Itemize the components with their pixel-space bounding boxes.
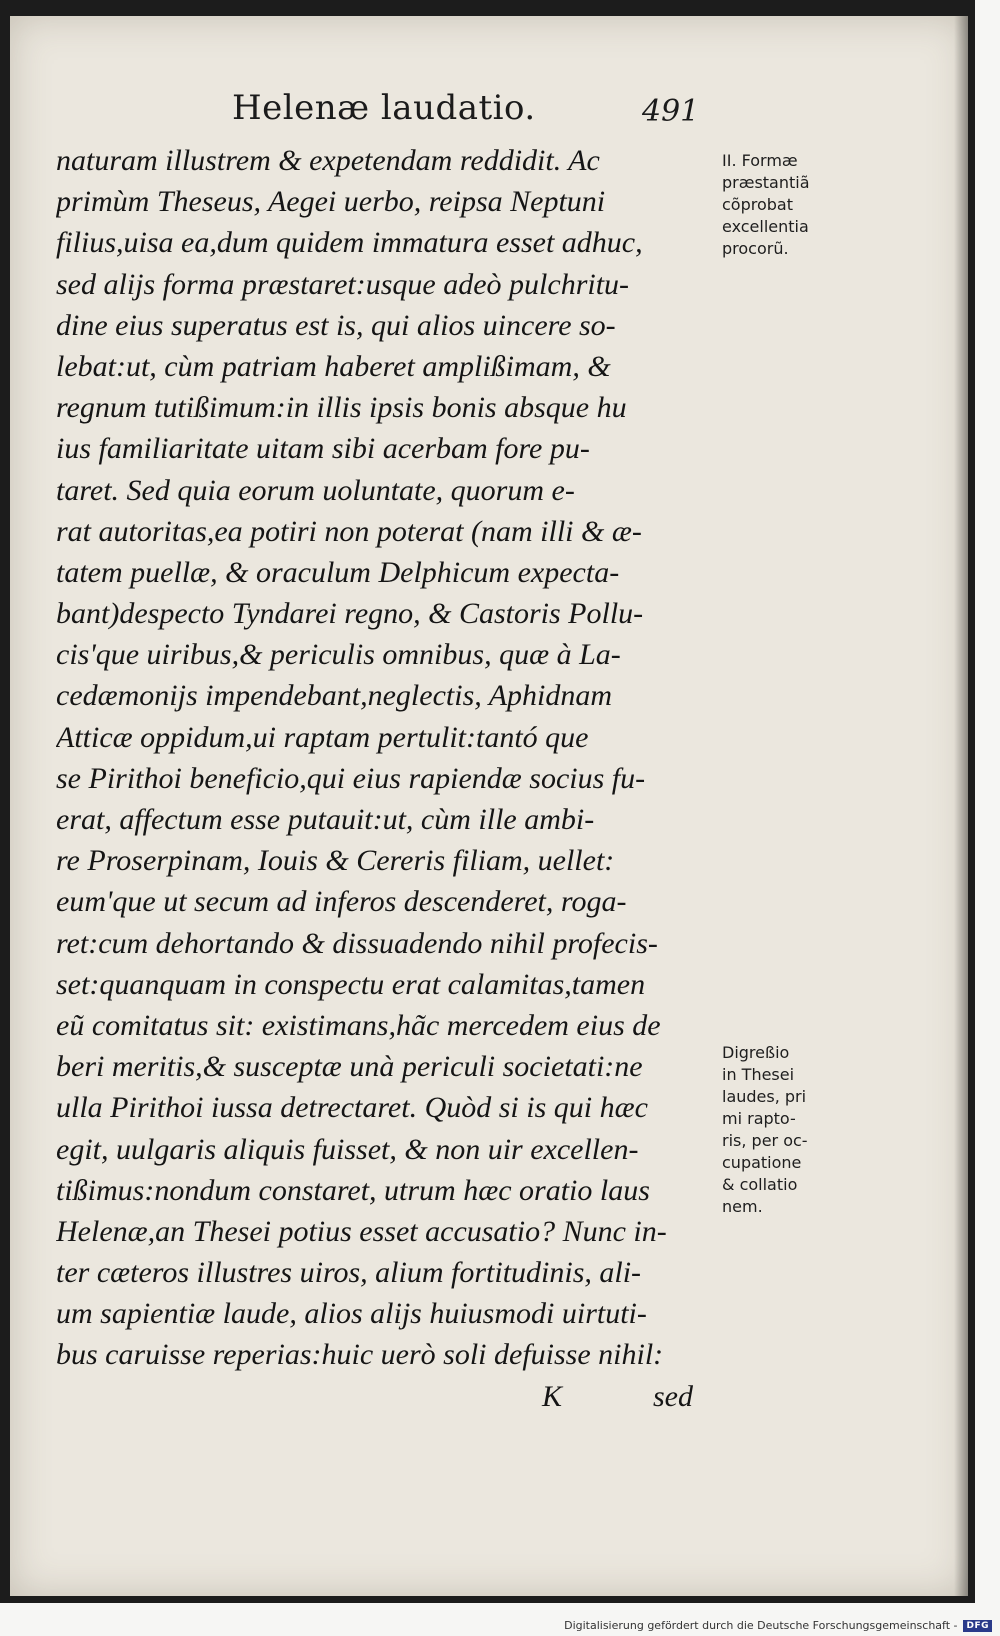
text-line: um sapientiæ laude, alios alijs huiusmodi uirtuti- [56, 1297, 647, 1331]
text-line: set:quanquam in conspectu erat calamitas,tamen [56, 967, 646, 1001]
text-line: sed alijs forma præstaret:usque adeò pulchritu- [56, 267, 630, 301]
margin-note-line: procorũ. [722, 239, 789, 258]
margin-note-line: II. Formæ [722, 151, 798, 170]
text-line: re Proserpinam, Iouis & Cereris filiam, uellet: [56, 844, 615, 878]
margin-note-line: Digreßio [722, 1043, 790, 1062]
text-line: cis'que uiribus,& periculis omnibus, quæ à La- [56, 638, 621, 672]
margin-note-line: nem. [722, 1197, 763, 1216]
text-line: ulla Pirithoi iussa detrectaret. Quòd si is qui hæc [56, 1091, 648, 1125]
text-line: eũ comitatus sit: existimans,hãc mercedem eius de [56, 1008, 661, 1042]
text-line: ret:cum dehortando & dissuadendo nihil profecis- [56, 926, 658, 960]
margin-note-line: excellentia [722, 217, 809, 236]
dfg-logo-icon: DFG [963, 1620, 992, 1632]
credit-text: Digitalisierung gefördert durch die Deutsche Forschungsgemeinschaft - [564, 1619, 958, 1632]
margin-note-line: in Thesei [722, 1065, 795, 1084]
text-line: taret. Sed quia eorum uoluntate, quorum e- [56, 473, 575, 507]
text-line: cedæmonijs impendebant,neglectis, Aphidnam [56, 679, 613, 713]
text-line: lebat:ut, cùm patriam haberet amplißimam, & [56, 349, 611, 383]
margin-note-line: cupatione [722, 1153, 802, 1172]
page-bottom-line [56, 1376, 711, 1417]
text-line: tatem puellæ, & oraculum Delphicum expecta- [56, 555, 620, 589]
text-line: dine eius superatus est is, qui alios uincere so- [56, 308, 616, 342]
text-line: rat autoritas,ea potiri non poterat (nam illi & æ- [56, 514, 642, 548]
text-line: filius,uisa ea,dum quidem immatura esset adhuc, [56, 226, 643, 260]
text-line: tißimus:nondum constaret, utrum hæc oratio laus [56, 1173, 650, 1207]
digitization-credit [564, 1619, 992, 1632]
signature-mark: K [542, 1379, 563, 1413]
margin-note-digressio [722, 1042, 862, 1218]
margin-note-line: ris, per oc- [722, 1131, 808, 1150]
text-line: Atticæ oppidum,ui raptam pertulit:tantó que [56, 720, 589, 754]
margin-note-line: & collatio [722, 1175, 798, 1194]
text-line: ius familiaritate uitam sibi acerbam fore pu- [56, 432, 590, 466]
text-line: naturam illustrem & expetendam reddidit. Ac [56, 144, 600, 177]
text-line: beri meritis,& susceptæ unà periculi societati:ne [56, 1050, 643, 1084]
page-number: 491 [642, 94, 700, 129]
margin-note-line: cõprobat [722, 195, 793, 214]
running-title: Helenæ laudatio. [232, 88, 536, 128]
text-line: se Pirithoi beneficio,qui eius rapiendæ socius fu- [56, 761, 646, 795]
margin-note-line: mi rapto- [722, 1109, 796, 1128]
margin-note-line: præstantiã [722, 173, 810, 192]
text-line: regnum tutißimum:in illis ipsis bonis absque hu [56, 391, 627, 425]
catchword: sed [653, 1379, 693, 1413]
book-page [10, 16, 968, 1596]
text-line: bus caruisse reperias:huic uerò soli defuisse nihil: [56, 1338, 664, 1372]
margin-note-line: laudes, pri [722, 1087, 807, 1106]
main-text-block [56, 140, 711, 1417]
text-line: eum'que ut secum ad inferos descenderet, roga- [56, 885, 627, 919]
margin-note-forma [722, 150, 862, 260]
text-line: ter cæteros illustres uiros, alium fortitudinis, ali- [56, 1256, 642, 1290]
text-line: erat, affectum esse putauit:ut, cùm ille ambi- [56, 803, 595, 836]
text-line: primùm Theseus, Aegei uerbo, reipsa Neptuni [56, 185, 606, 219]
text-line: egit, uulgaris aliquis fuisset, & non uir excellen- [56, 1132, 639, 1166]
text-line: Helenæ,an Thesei potius esset accusatio? Nunc in- [56, 1214, 667, 1248]
text-line: bant)despecto Tyndarei regno, & Castoris Pollu- [56, 597, 644, 631]
